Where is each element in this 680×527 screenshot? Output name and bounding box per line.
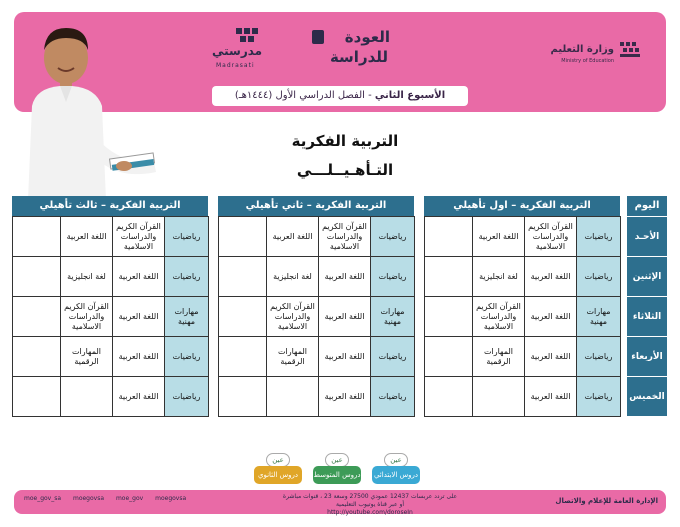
day-sunday: الأحـد <box>627 216 667 256</box>
table-row <box>13 257 209 297</box>
week-semester-bar <box>212 86 468 106</box>
ein-brand-icon: عين <box>266 453 290 467</box>
channel-middle <box>313 453 361 485</box>
table-cell: رياضيات <box>165 257 209 297</box>
table-cell <box>13 257 61 297</box>
channel-primary <box>372 453 420 485</box>
table-cell: رياضيات <box>371 337 415 377</box>
table-cell <box>473 377 525 417</box>
week-label: الأسبوع الثاني <box>374 90 446 101</box>
table-cell: لغة انجليزية <box>473 257 525 297</box>
table-cell: رياضيات <box>165 217 209 257</box>
table-row <box>219 337 415 377</box>
table-cell: مهارات مهنية <box>577 297 621 337</box>
day-wednesday: الأربعاء <box>627 336 667 376</box>
table-cell: رياضيات <box>577 377 621 417</box>
ein-brand-icon: عين <box>325 453 349 467</box>
ministry-name-en: Ministry of Education <box>561 58 614 64</box>
youtube-handle: moegovsa <box>155 495 187 502</box>
day-monday: الإثنين <box>627 256 667 296</box>
schedule-grid-second <box>218 196 414 417</box>
table-cell: اللغة العربية <box>267 217 319 257</box>
subject-subtitle: التـأهـيــلـــي <box>296 161 394 179</box>
table-cell: لغة انجليزية <box>267 257 319 297</box>
table-cell: القرآن الكريم والدراسات الاسلامية <box>525 217 577 257</box>
table-cell: القرآن الكريم والدراسات الاسلامية <box>473 297 525 337</box>
channel-secondary-label: دروس الثانوي <box>254 466 302 484</box>
table-row <box>425 377 621 417</box>
table-cell <box>425 257 473 297</box>
table-cell: لغة انجليزية <box>61 257 113 297</box>
back-to-school-line2: للدراسة <box>329 48 388 66</box>
table-cell <box>267 377 319 417</box>
table-cell: القرآن الكريم والدراسات الاسلامية <box>113 217 165 257</box>
table-cell: اللغة العربية <box>319 377 371 417</box>
table-row <box>425 297 621 337</box>
broadcast-line1: على تردد عربسات 12437 عمودي 27500 وسعة 23 ، قنوات مباشرة <box>282 493 458 500</box>
table-cell <box>13 297 61 337</box>
table-row <box>219 377 415 417</box>
footer-banner <box>14 490 666 514</box>
schedule-table <box>12 216 209 417</box>
table-row <box>425 257 621 297</box>
table-row <box>219 217 415 257</box>
back-to-school-logo <box>310 22 390 70</box>
snapchat-handle: moe_gov <box>115 495 144 502</box>
table-cell <box>425 297 473 337</box>
channel-primary-label: دروس الابتدائي <box>372 466 420 484</box>
table-cell <box>219 257 267 297</box>
table-cell <box>425 217 473 257</box>
back-to-school-line1: العودة <box>344 28 390 46</box>
table-cell <box>219 217 267 257</box>
madrasati-name-ar: مدرستي <box>212 44 263 58</box>
table-cell <box>61 377 113 417</box>
table-cell: مهارات مهنية <box>165 297 209 337</box>
table-cell: المهارات الرقمية <box>473 337 525 377</box>
table-row <box>219 257 415 297</box>
table-cell: اللغة العربية <box>319 297 371 337</box>
table-cell: اللغة العربية <box>61 217 113 257</box>
table-cell: اللغة العربية <box>319 257 371 297</box>
day-column <box>627 196 667 416</box>
table-cell <box>219 297 267 337</box>
table-cell: رياضيات <box>371 217 415 257</box>
day-thursday: الخميس <box>627 376 667 416</box>
facebook-handle: moegovsa <box>72 495 105 502</box>
channel-secondary <box>254 453 302 485</box>
table-cell <box>425 377 473 417</box>
table-cell: المهارات الرقمية <box>61 337 113 377</box>
table-cell <box>13 377 61 417</box>
schedule-table <box>424 216 621 417</box>
table-cell: اللغة العربية <box>113 377 165 417</box>
table-cell: المهارات الرقمية <box>267 337 319 377</box>
table-cell <box>219 377 267 417</box>
madrasati-name-en: Madrasati <box>216 62 255 69</box>
table-cell: اللغة العربية <box>525 297 577 337</box>
table-cell: رياضيات <box>165 337 209 377</box>
social-handles <box>24 495 196 502</box>
day-column-header: اليوم <box>627 196 667 216</box>
table-cell <box>425 337 473 377</box>
table-cell <box>13 337 61 377</box>
broadcast-info <box>270 493 470 517</box>
table-cell: القرآن الكريم والدراسات الاسلامية <box>267 297 319 337</box>
table-row <box>219 297 415 337</box>
table-row <box>13 217 209 257</box>
ein-brand-icon: عين <box>384 453 408 467</box>
table-cell: اللغة العربية <box>525 337 577 377</box>
table-cell <box>219 337 267 377</box>
table-cell: مهارات مهنية <box>371 297 415 337</box>
table-cell: رياضيات <box>371 377 415 417</box>
table-cell <box>13 217 61 257</box>
table-cell: رياضيات <box>577 217 621 257</box>
table-cell: رياضيات <box>371 257 415 297</box>
subject-title: التربية الفكرية <box>291 132 399 150</box>
media-department: الإدارة العامة للإعلام والاتصال <box>555 497 658 505</box>
table-cell: رياضيات <box>577 257 621 297</box>
schedule-table <box>218 216 415 417</box>
table-row <box>13 297 209 337</box>
table-cell: القرآن الكريم والدراسات الاسلامية <box>61 297 113 337</box>
table-cell: اللغة العربية <box>525 377 577 417</box>
table-row <box>13 377 209 417</box>
table-row <box>425 337 621 377</box>
schedule-grid-third <box>12 196 208 417</box>
table-row <box>425 217 621 257</box>
table-cell: رياضيات <box>577 337 621 377</box>
grid-title: التربية الفكرية – ثاني تأهيلي <box>218 196 414 216</box>
day-tuesday: الثلاثاء <box>627 296 667 336</box>
ministry-logo <box>542 26 642 70</box>
madrasati-logo <box>210 28 270 72</box>
grid-title: التربية الفكرية – ثالث تأهيلي <box>12 196 208 216</box>
table-cell: اللغة العربية <box>473 217 525 257</box>
broadcast-link: http://youtube.com/doroseIn <box>327 509 413 516</box>
channel-middle-label: دروس المتوسط <box>313 466 361 484</box>
semester-label: - الفصل الدراسي الأول (١٤٤٤هـ) <box>234 90 375 101</box>
twitter-handle: moe_gov_sa <box>24 495 62 502</box>
madrasati-logo-icon <box>236 28 258 44</box>
table-row <box>13 337 209 377</box>
student-illustration <box>14 16 162 200</box>
table-cell: اللغة العربية <box>525 257 577 297</box>
back-to-school-icon <box>312 30 324 44</box>
table-cell: اللغة العربية <box>113 337 165 377</box>
grid-title: التربية الفكرية – اول تأهيلي <box>424 196 620 216</box>
table-cell: اللغة العربية <box>319 337 371 377</box>
table-cell: القرآن الكريم والدراسات الاسلامية <box>319 217 371 257</box>
table-cell: اللغة العربية <box>113 297 165 337</box>
ministry-logo-icon <box>618 40 642 62</box>
ein-channels <box>254 453 424 485</box>
ministry-name-ar: وزارة التعليم <box>550 44 614 55</box>
table-cell: اللغة العربية <box>113 257 165 297</box>
table-cell: رياضيات <box>165 377 209 417</box>
schedule-grid-first <box>424 196 620 417</box>
broadcast-line2: أو عبر قناة يوتيوب التعليمية <box>335 501 405 508</box>
